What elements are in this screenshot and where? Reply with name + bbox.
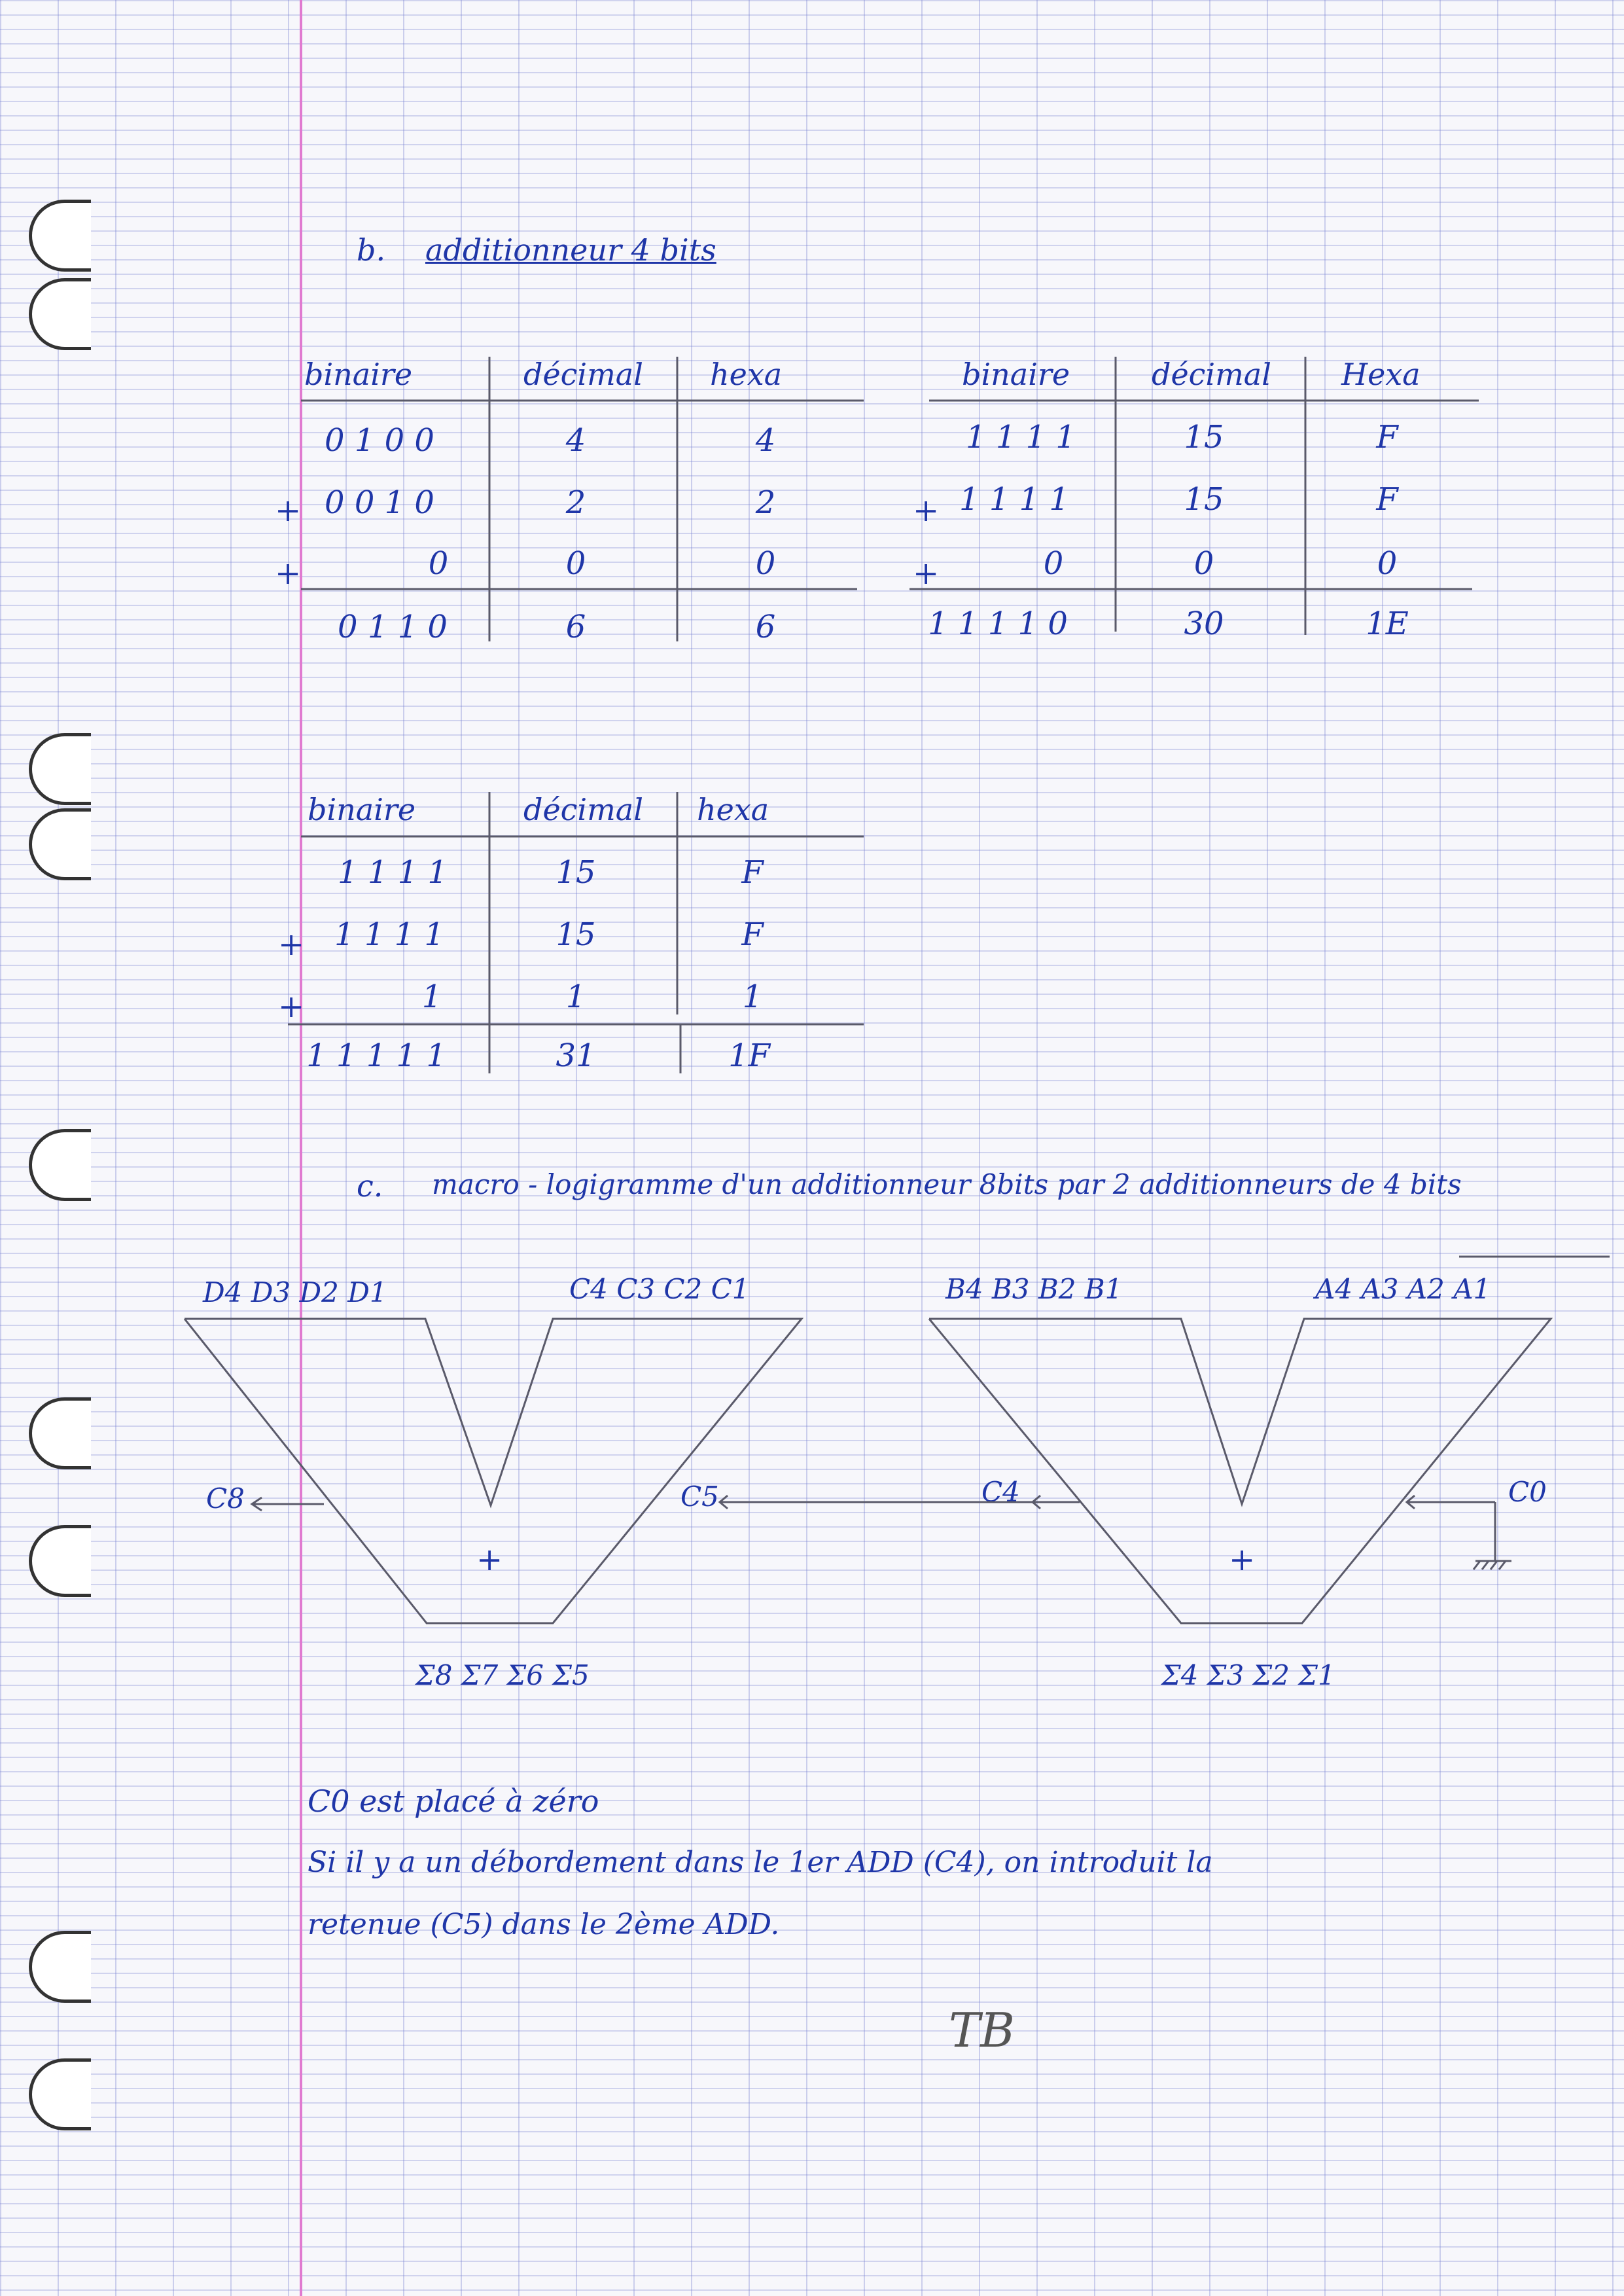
note-line-1: C0 est placé à zéro [308, 1784, 599, 1819]
table-1-row-2-sign: + [275, 492, 302, 529]
table-3-row-3-dec: 1 [565, 978, 586, 1015]
table-1-header-binary: binaire [304, 357, 413, 392]
table-3-row-4-bin: 1 1 1 1 1 [306, 1037, 446, 1074]
right-adder-outputs: Σ4 Σ3 Σ2 Σ1 [1161, 1659, 1335, 1691]
table-3-row-3-hex: 1 [742, 978, 763, 1015]
table-1-row-2-dec: 2 [565, 484, 586, 521]
table-2-row-4-hex: 1E [1366, 605, 1409, 642]
ground-hatch [1499, 1561, 1506, 1570]
left-adder-carry-in-label: C5 [680, 1480, 719, 1513]
right-adder-inputs-a: A4 A3 A2 A1 [1315, 1273, 1491, 1305]
left-adder-inputs-c: C4 C3 C2 C1 [569, 1273, 750, 1305]
table-1-header-hex: hexa [710, 357, 783, 392]
table-2-header-decimal: décimal [1152, 357, 1271, 392]
table-2-row-3-sign: + [913, 555, 940, 592]
right-adder-inputs-b: B4 B3 B2 B1 [945, 1273, 1123, 1305]
left-adder-inputs-d: D4 D3 D2 D1 [203, 1276, 387, 1308]
table-1-row-3-bin: 0 [428, 545, 449, 582]
table-1-row-4-bin: 0 1 1 0 [338, 609, 448, 645]
table-2-row-3-dec: 0 [1193, 545, 1214, 582]
table-2-row-1-hex: F [1376, 419, 1398, 456]
right-adder-carry-in-label: C0 [1508, 1476, 1547, 1508]
initials-signature: TB [949, 2003, 1015, 2058]
table-2-row-2-hex: F [1376, 481, 1398, 518]
table-1-header-decimal: décimal [523, 357, 643, 392]
table-2-row-3-bin: 0 [1043, 545, 1064, 582]
table-2-row-2-sign: + [913, 492, 940, 529]
table-3-row-1-hex: F [741, 854, 764, 891]
table-3-row-4-dec: 31 [556, 1037, 596, 1074]
table-2-row-4-dec: 30 [1184, 605, 1224, 642]
ground-hatch [1474, 1561, 1480, 1570]
table-1-row-1-dec: 4 [565, 422, 586, 459]
table-2-row-3-hex: 0 [1377, 545, 1398, 582]
ground-hatch [1491, 1561, 1497, 1570]
table-2-header-hex: Hexa [1341, 357, 1421, 392]
table-2-row-2-bin: 1 1 1 1 [959, 481, 1069, 518]
left-adder-plus: + [476, 1541, 503, 1578]
left-adder-outputs: Σ8 Σ7 Σ6 Σ5 [415, 1659, 590, 1691]
note-line-3: retenue (C5) dans le 2ème ADD. [308, 1908, 780, 1941]
table-1-row-4-dec: 6 [565, 609, 586, 645]
table-1-row-3-dec: 0 [565, 545, 586, 582]
table-3-row-3-bin: 1 [421, 978, 442, 1015]
table-3-row-3-sign: + [278, 988, 305, 1025]
table-2-row-1-dec: 15 [1184, 419, 1224, 456]
section-b-title: additionneur 4 bits [425, 232, 716, 268]
table-3-header-hex: hexa [697, 792, 769, 827]
ground-hatch [1482, 1561, 1489, 1570]
left-adder-carry-out-label: C8 [206, 1482, 245, 1515]
section-c-title: macro - logigramme d'un additionneur 8bits par 2 additionneurs de 4 bits [432, 1168, 1462, 1200]
table-2-row-1-bin: 1 1 1 1 [966, 419, 1076, 456]
section-b-label: b. [357, 232, 386, 268]
table-3-row-2-sign: + [278, 926, 305, 963]
table-3-row-2-dec: 15 [556, 916, 596, 953]
table-2-header-binary: binaire [962, 357, 1070, 392]
table-2-row-4-bin: 1 1 1 1 0 [928, 605, 1068, 642]
table-1-row-1-bin: 0 1 0 0 [325, 422, 434, 459]
table-1-row-3-sign: + [275, 555, 302, 592]
table-1-row-2-hex: 2 [755, 484, 776, 521]
right-adder-shape [929, 1319, 1551, 1623]
right-adder-plus: + [1229, 1541, 1256, 1578]
table-3-row-2-bin: 1 1 1 1 [334, 916, 444, 953]
section-c-label: c. [357, 1168, 383, 1204]
table-3-row-2-hex: F [741, 916, 764, 953]
table-1-row-4-hex: 6 [755, 609, 776, 645]
table-3-row-1-bin: 1 1 1 1 [338, 854, 448, 891]
note-line-2: Si il y a un débordement dans le 1er ADD (C4), on introduit la [308, 1846, 1213, 1879]
table-3-row-4-hex: 1F [728, 1037, 770, 1074]
table-1-row-1-hex: 4 [755, 422, 776, 459]
table-2-row-2-dec: 15 [1184, 481, 1224, 518]
table-1-row-2-bin: 0 0 1 0 [325, 484, 434, 521]
right-adder-carry-out-label: C4 [981, 1476, 1020, 1508]
left-adder-shape [185, 1319, 802, 1623]
table-3-header-decimal: décimal [523, 792, 643, 827]
table-3-header-binary: binaire [308, 792, 416, 827]
table-3-row-1-dec: 15 [556, 854, 596, 891]
table-1-row-3-hex: 0 [755, 545, 776, 582]
